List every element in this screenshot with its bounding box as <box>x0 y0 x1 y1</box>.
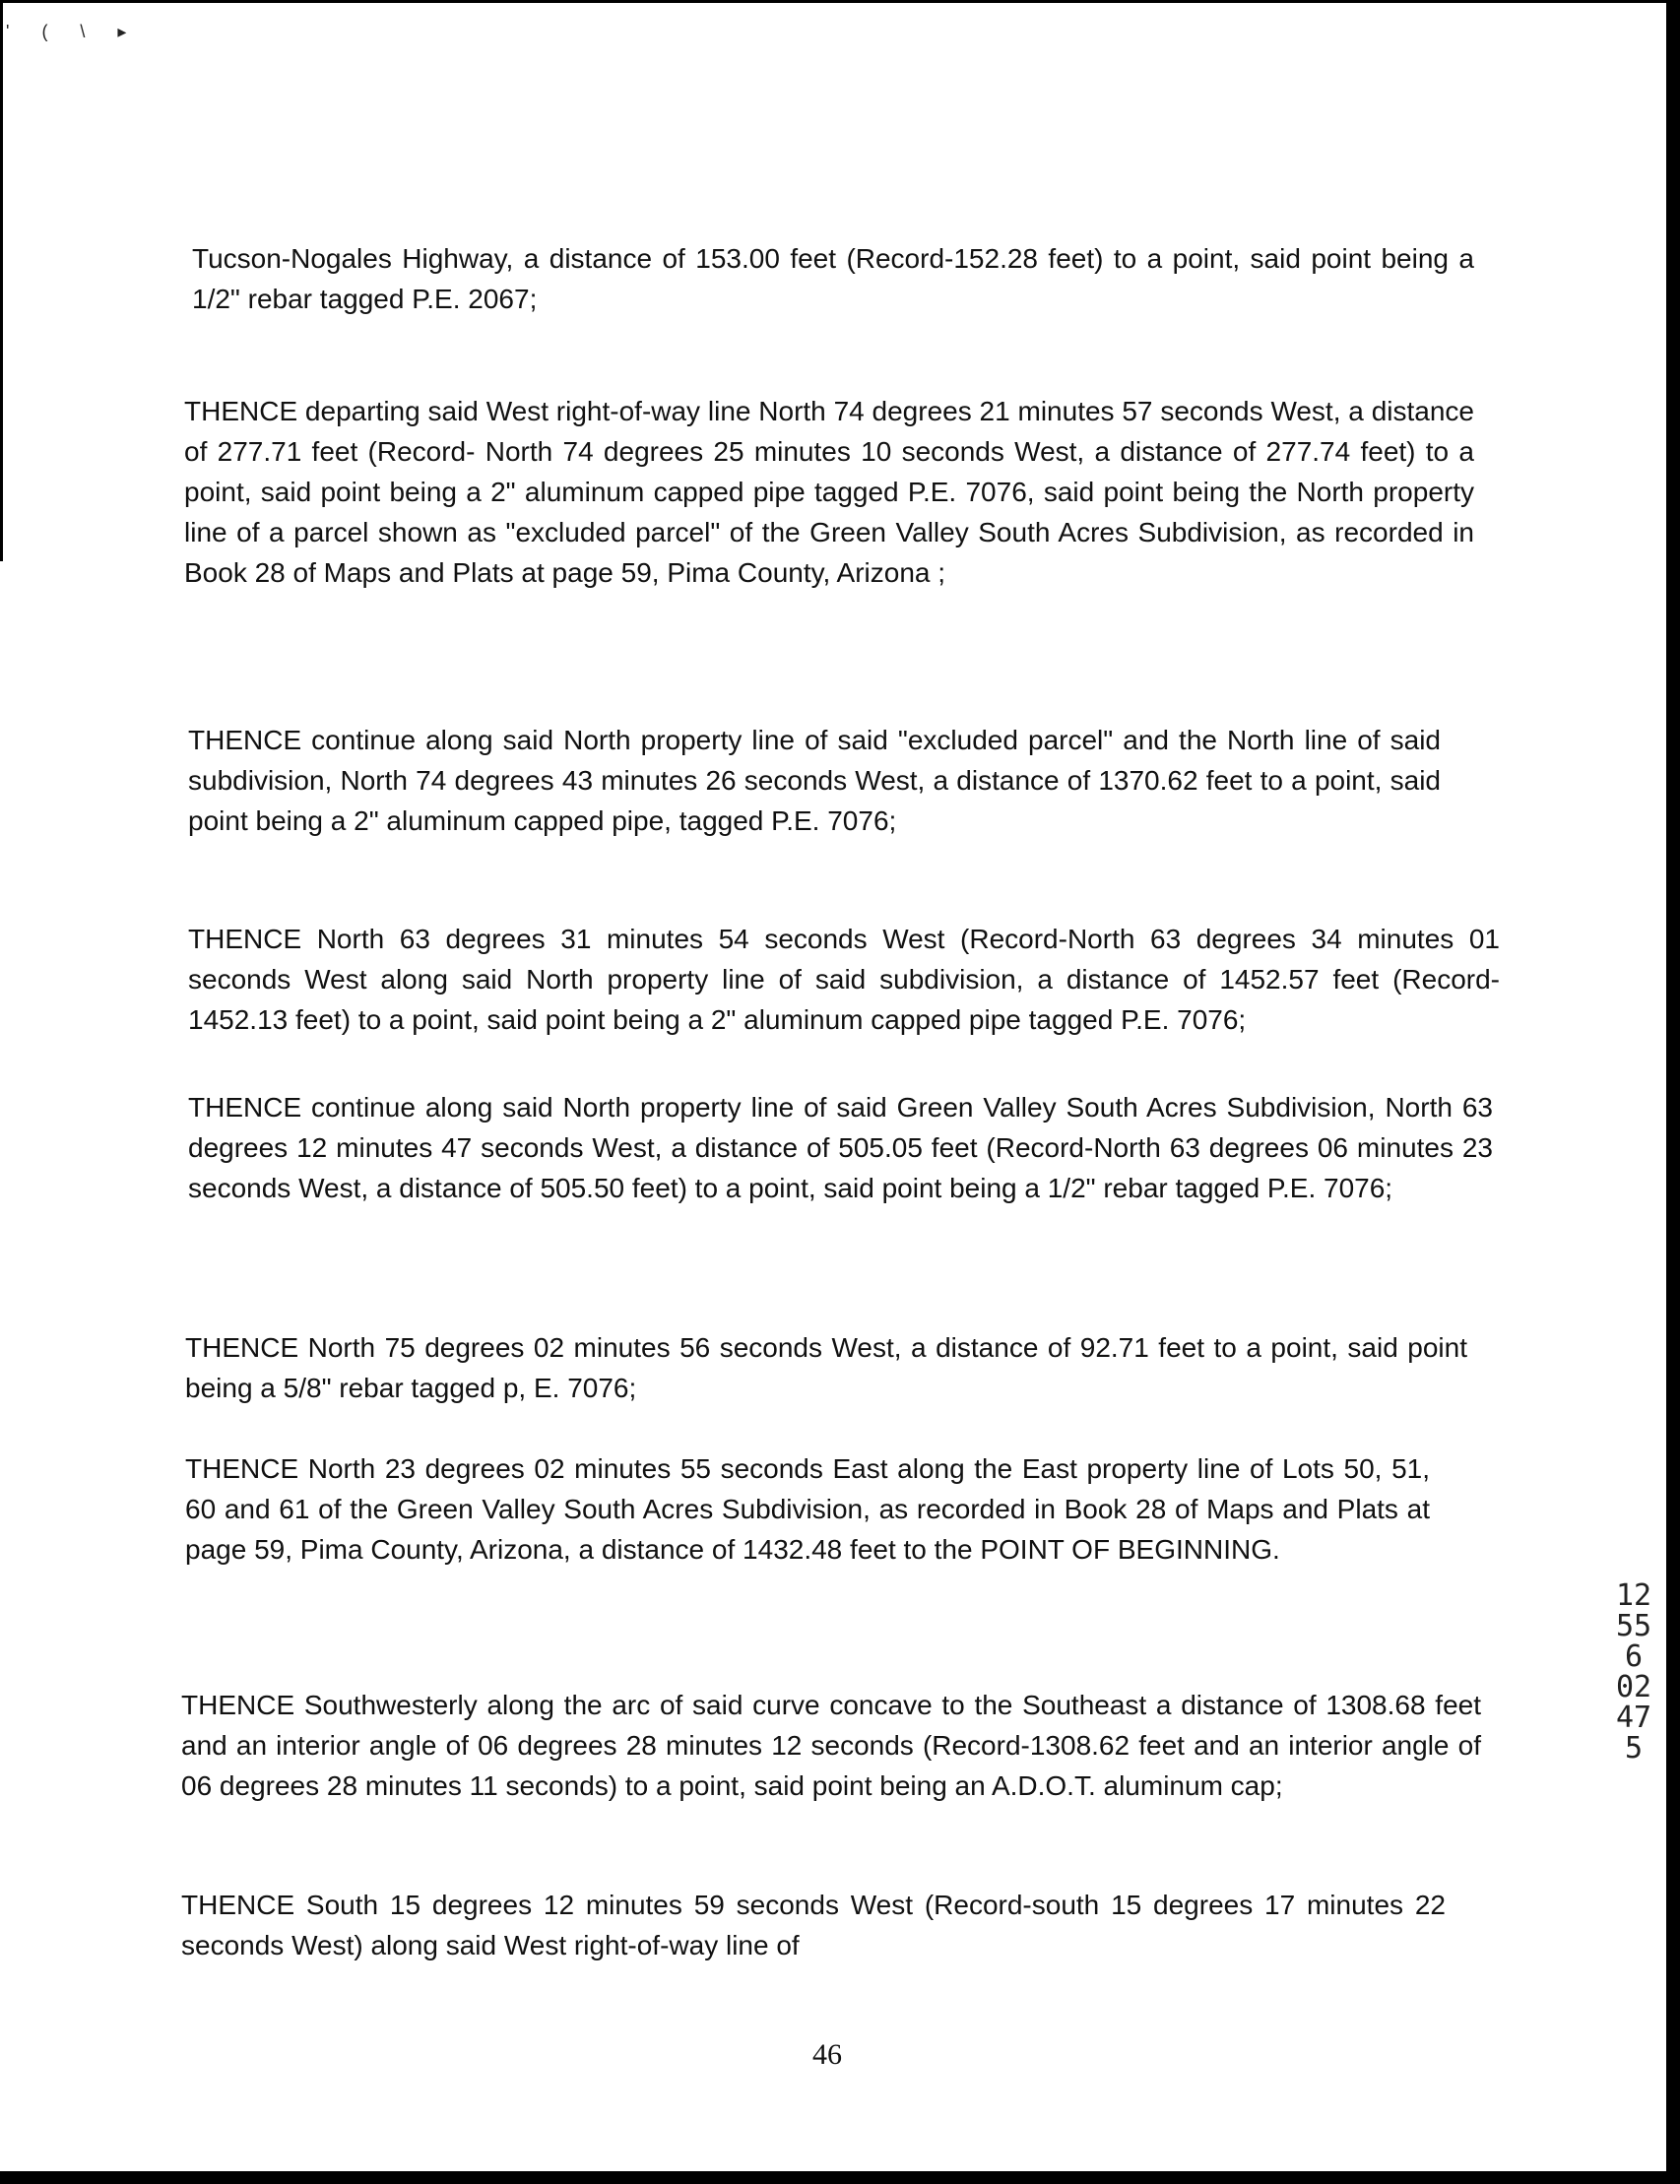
paragraph-9: THENCE South 15 degrees 12 minutes 59 seconds West (Record-south 15 degrees 17 minutes 22 seconds West) along said West right-of-way line of <box>181 1890 1446 1960</box>
paragraph-4: THENCE North 63 degrees 31 minutes 54 seconds West (Record-North 63 degrees 34 minutes 01 seconds West along said North property line of said subdivision, a distance of 1452.57 feet (Record-1452.13 feet) to a point, said point being a 2" aluminum capped pipe tagged P.E. 7076; <box>188 924 1500 1035</box>
paragraph-2: THENCE departing said West right-of-way line North 74 degrees 21 minutes 57 seconds West, a distance of 277.71 feet (Record- North 74 degrees 25 minutes 10 seconds West, a distance of 277.74 feet) to a point, said point being a 2" aluminum capped pipe tagged P.E. 7076, said point being the North property line of a parcel shown as "excluded parcel" of the Green Valley South Acres Subdivision, as recorded in Book 28 of Maps and Plats at page 59, Pima County, Arizona ; <box>184 396 1474 588</box>
scan-border-left <box>0 0 3 561</box>
scan-border-top <box>0 0 1680 3</box>
page-number: 46 <box>812 2038 842 2071</box>
scan-border-bottom <box>0 2171 1680 2184</box>
paragraph-7: THENCE North 23 degrees 02 minutes 55 seconds East along the East property line of Lots 50, 51, 60 and 61 of the Green Valley South Acres Subdivision, as recorded in Book 28 of Maps and Plats at page 59, Pima County, Arizona, a distance of 1432.48 feet to the POINT OF BEGINNING. <box>185 1453 1430 1565</box>
paragraph-5: THENCE continue along said North property line of said Green Valley South Acres Subdivision, North 63 degrees 12 minutes 47 seconds West, a distance of 505.05 feet (Record-North 63 degrees 06 minutes 23 seconds West, a distance of 505.50 feet) to a point, said point being a 1/2" rebar tagged P.E. 7076; <box>188 1092 1493 1203</box>
paragraph-8: THENCE Southwesterly along the arc of said curve concave to the Southeast a distance of 1308.68 feet and an interior angle of 06 degrees 28 minutes 12 seconds (Record-1308.62 feet and an interior angle of 06 degrees 28 minutes 11 seconds) to a point, said point being an A.D.O.T. aluminum cap; <box>181 1690 1481 1801</box>
paragraph-1: Tucson-Nogales Highway, a distance of 153.00 feet (Record-152.28 feet) to a point, said point being a 1/2" rebar tagged P.E. 2067; <box>192 243 1474 314</box>
paragraph-3: THENCE continue along said North property line of said "excluded parcel" and the North line of said subdivision, North 74 degrees 43 minutes 26 seconds West, a distance of 1370.62 feet to a point, said point being a 2" aluminum capped pipe, tagged P.E. 7076; <box>188 725 1441 836</box>
scan-corner-marks: ' ( \ ▸ <box>6 22 141 41</box>
recording-stamp: 12556 02475 <box>1615 1578 1661 1766</box>
paragraph-6: THENCE North 75 degrees 02 minutes 56 seconds West, a distance of 92.71 feet to a point, said point being a 5/8" rebar tagged p, E. 7076; <box>185 1332 1467 1403</box>
scan-border-right <box>1666 0 1680 2184</box>
